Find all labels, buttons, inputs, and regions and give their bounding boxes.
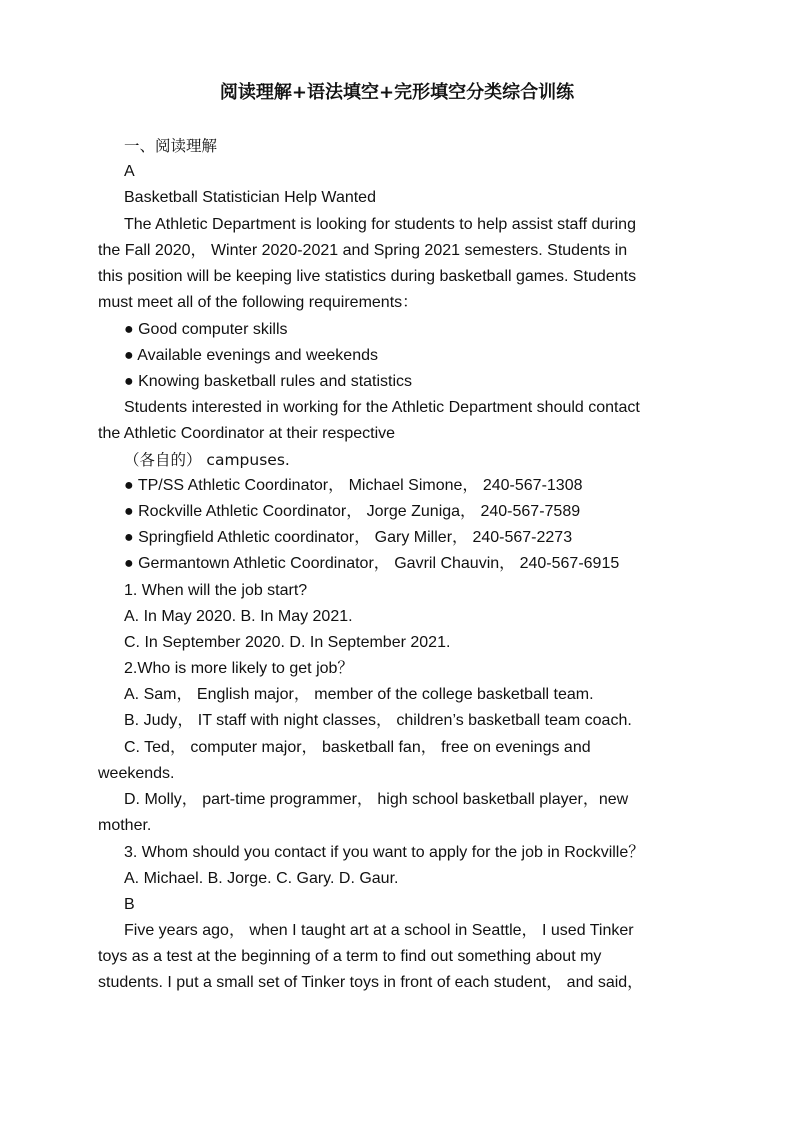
contact-item: ● Springfield Athletic coordinator， Gary Miller， 240-567-2273 (124, 529, 573, 546)
page-title: 阅读理解+语法填空+完形填空分类综合训练 (219, 82, 575, 103)
question: 1. When will the job start? (124, 582, 308, 599)
paragraph-line: the Fall 2020， Winter 2020-2021 and Spring 2021 semesters. Students in (98, 242, 628, 259)
paragraph-line: toys as a test at the beginning of a term to find out something about my (98, 948, 602, 965)
passage-heading: Basketball Statistician Help Wanted (124, 189, 376, 206)
paragraph-line: this position will be keeping live statistics during basketball games. Students (98, 268, 637, 285)
paragraph-line: （各自的） campuses. (124, 451, 290, 469)
passage-label: B (124, 896, 135, 913)
question-options: C. In September 2020. D. In September 2021. (124, 634, 451, 651)
question: 3. Whom should you contact if you want to apply for the job in Rockville？ (124, 844, 645, 861)
contact-item: ● Rockville Athletic Coordinator， Jorge Zuniga， 240-567-7589 (124, 503, 581, 520)
question-options: C. Ted， computer major， basketball fan， free on evenings and (124, 739, 591, 756)
question-options: D. Molly， part-time programmer， high school basketball player，new (124, 791, 629, 808)
paragraph-line: Students interested in working for the Athletic Department should contact (124, 399, 640, 416)
requirement-item: ● Available evenings and weekends (124, 347, 378, 364)
paragraph-line: students. I put a small set of Tinker toys in front of each student， and said， (98, 974, 644, 991)
question: 2.Who is more likely to get job？ (124, 660, 354, 677)
question-options: mother. (98, 817, 152, 834)
question-options: A. In May 2020. B. In May 2021. (124, 608, 353, 625)
contact-item: ● Germantown Athletic Coordinator， Gavril Chauvin， 240-567-6915 (124, 555, 620, 572)
requirement-item: ● Good computer skills (124, 321, 288, 338)
question-options: A. Michael. B. Jorge. C. Gary. D. Gaur. (124, 870, 399, 887)
paragraph-line: Five years ago， when I taught art at a school in Seattle， I used Tinker (124, 922, 634, 939)
contact-item: ● TP/SS Athletic Coordinator， Michael Simone， 240-567-1308 (124, 477, 583, 494)
question-options: B. Judy， IT staff with night classes， children’s basketball team coach. (124, 712, 632, 729)
question-options: A. Sam， English major， member of the college basketball team. (124, 686, 594, 703)
paragraph-line: must meet all of the following requirements： (98, 294, 419, 311)
requirement-item: ● Knowing basketball rules and statistics (124, 373, 413, 390)
paragraph-line: The Athletic Department is looking for students to help assist staff during (124, 216, 636, 233)
paragraph-line: the Athletic Coordinator at their respective (98, 425, 396, 442)
passage-label: A (124, 163, 135, 180)
section-heading: 一、阅读理解 (124, 137, 218, 155)
question-options: weekends. (98, 765, 175, 782)
